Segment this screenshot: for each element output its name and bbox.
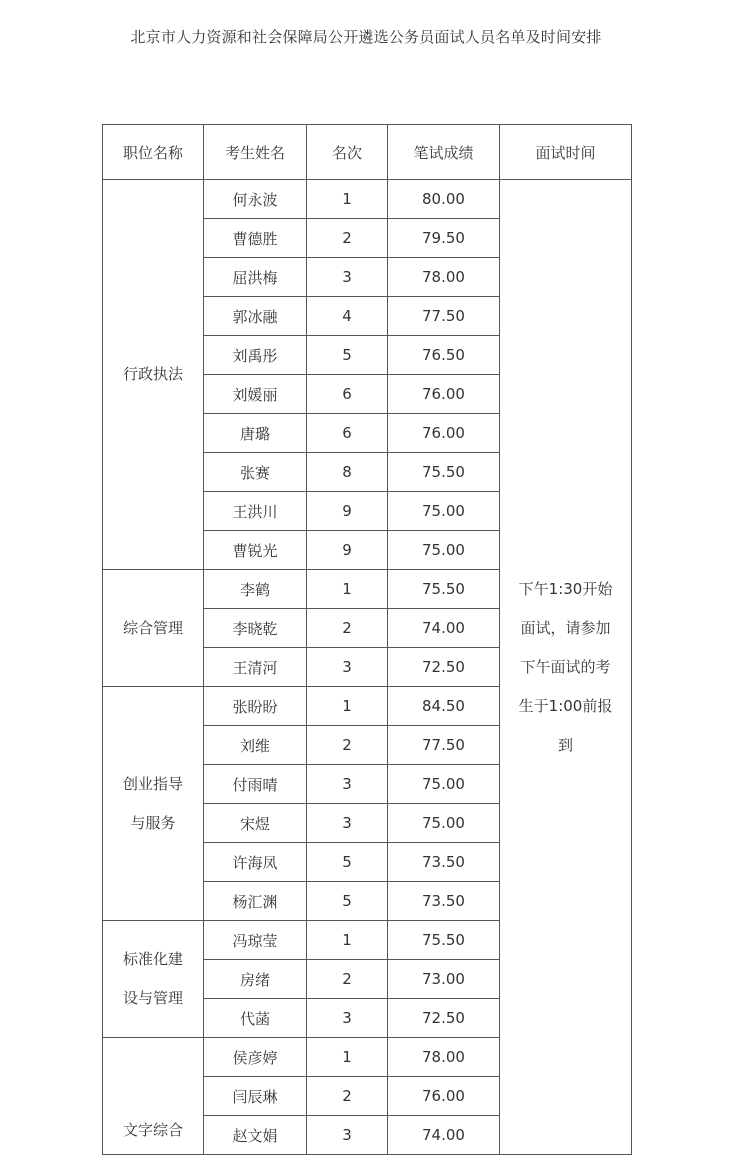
table-body bbox=[103, 180, 632, 1155]
candidate-name: 刘维 bbox=[204, 726, 307, 765]
candidate-name: 许海凤 bbox=[204, 843, 307, 882]
candidate-name: 王清河 bbox=[204, 648, 307, 687]
candidate-rank: 5 bbox=[307, 843, 388, 882]
candidate-name: 李晓乾 bbox=[204, 609, 307, 648]
position-label: 创业指导与服务 bbox=[122, 774, 183, 832]
candidate-rank: 5 bbox=[307, 882, 388, 921]
candidate-rank: 3 bbox=[307, 804, 388, 843]
written-score: 76.00 bbox=[388, 1077, 500, 1116]
written-score: 72.50 bbox=[388, 999, 500, 1038]
header-position: 职位名称 bbox=[103, 125, 204, 180]
written-score: 73.50 bbox=[388, 882, 500, 921]
position-cell bbox=[103, 921, 204, 1038]
candidate-rank: 4 bbox=[307, 297, 388, 336]
written-score: 80.00 bbox=[388, 180, 500, 219]
header-name: 考生姓名 bbox=[204, 125, 307, 180]
candidate-rank: 3 bbox=[307, 999, 388, 1038]
candidate-name: 闫辰琳 bbox=[204, 1077, 307, 1116]
interview-schedule-table bbox=[102, 124, 632, 1155]
position-label: 行政执法 bbox=[122, 365, 183, 383]
candidate-rank: 6 bbox=[307, 414, 388, 453]
written-score: 76.00 bbox=[388, 414, 500, 453]
candidate-rank: 1 bbox=[307, 687, 388, 726]
candidate-rank: 3 bbox=[307, 765, 388, 804]
candidate-rank: 8 bbox=[307, 453, 388, 492]
written-score: 76.00 bbox=[388, 375, 500, 414]
header-time: 面试时间 bbox=[500, 125, 632, 180]
candidate-name: 付雨晴 bbox=[204, 765, 307, 804]
written-score: 75.00 bbox=[388, 531, 500, 570]
written-score: 76.50 bbox=[388, 336, 500, 375]
candidate-name: 宋煜 bbox=[204, 804, 307, 843]
position-cell bbox=[103, 1038, 204, 1155]
candidate-rank: 3 bbox=[307, 648, 388, 687]
candidate-name: 杨汇渊 bbox=[204, 882, 307, 921]
candidate-name: 郭冰融 bbox=[204, 297, 307, 336]
position-label: 综合管理 bbox=[122, 618, 183, 637]
written-score: 77.50 bbox=[388, 297, 500, 336]
written-score: 75.50 bbox=[388, 570, 500, 609]
position-cell bbox=[103, 570, 204, 687]
interview-time-text: 下午1:30开始面试，请参加下午面试的考生于1:00前报到 bbox=[518, 579, 613, 754]
written-score: 78.00 bbox=[388, 1038, 500, 1077]
candidate-rank: 1 bbox=[307, 921, 388, 960]
header-rank: 名次 bbox=[307, 125, 388, 180]
written-score: 79.50 bbox=[388, 219, 500, 258]
page-title: 北京市人力资源和社会保障局公开遴选公务员面试人员名单及时间安排 bbox=[130, 28, 602, 46]
written-score: 75.00 bbox=[388, 492, 500, 531]
candidate-rank: 3 bbox=[307, 258, 388, 297]
candidate-name: 李鹤 bbox=[204, 570, 307, 609]
written-score: 75.50 bbox=[388, 921, 500, 960]
position-label: 标准化建设与管理 bbox=[122, 950, 183, 1007]
candidate-name: 王洪川 bbox=[204, 492, 307, 531]
written-score: 75.00 bbox=[388, 765, 500, 804]
candidate-name: 冯琼莹 bbox=[204, 921, 307, 960]
candidate-rank: 2 bbox=[307, 609, 388, 648]
header-score: 笔试成绩 bbox=[388, 125, 500, 180]
written-score: 73.50 bbox=[388, 843, 500, 882]
candidate-name: 曹锐光 bbox=[204, 531, 307, 570]
candidate-rank: 1 bbox=[307, 180, 388, 219]
position-cell bbox=[103, 180, 204, 570]
table-row bbox=[103, 180, 632, 219]
interview-time-cell bbox=[500, 180, 632, 1155]
written-score: 77.50 bbox=[388, 726, 500, 765]
candidate-name: 赵文娟 bbox=[204, 1116, 307, 1155]
written-score: 73.00 bbox=[388, 960, 500, 999]
written-score: 74.00 bbox=[388, 1116, 500, 1155]
candidate-rank: 9 bbox=[307, 492, 388, 531]
written-score: 78.00 bbox=[388, 258, 500, 297]
candidate-name: 曹德胜 bbox=[204, 219, 307, 258]
written-score: 74.00 bbox=[388, 609, 500, 648]
candidate-rank: 2 bbox=[307, 960, 388, 999]
candidate-name: 张赛 bbox=[204, 453, 307, 492]
candidate-rank: 1 bbox=[307, 1038, 388, 1077]
candidate-name: 何永波 bbox=[204, 180, 307, 219]
written-score: 75.50 bbox=[388, 453, 500, 492]
candidate-rank: 6 bbox=[307, 375, 388, 414]
candidate-name: 刘媛丽 bbox=[204, 375, 307, 414]
candidate-name: 张盼盼 bbox=[204, 687, 307, 726]
candidate-rank: 3 bbox=[307, 1116, 388, 1155]
candidate-rank: 2 bbox=[307, 1077, 388, 1116]
candidate-name: 屈洪梅 bbox=[204, 258, 307, 297]
candidate-name: 唐璐 bbox=[204, 414, 307, 453]
candidate-rank: 2 bbox=[307, 219, 388, 258]
written-score: 72.50 bbox=[388, 648, 500, 687]
candidate-rank: 5 bbox=[307, 336, 388, 375]
candidate-rank: 1 bbox=[307, 570, 388, 609]
candidate-name: 侯彦婷 bbox=[204, 1038, 307, 1077]
candidate-name: 房绪 bbox=[204, 960, 307, 999]
header-row bbox=[103, 125, 632, 180]
candidate-name: 刘禹彤 bbox=[204, 336, 307, 375]
position-label: 文字综合 bbox=[122, 1121, 183, 1139]
candidate-rank: 2 bbox=[307, 726, 388, 765]
written-score: 84.50 bbox=[388, 687, 500, 726]
candidate-rank: 9 bbox=[307, 531, 388, 570]
candidate-name: 代菡 bbox=[204, 999, 307, 1038]
written-score: 75.00 bbox=[388, 804, 500, 843]
position-cell bbox=[103, 687, 204, 921]
